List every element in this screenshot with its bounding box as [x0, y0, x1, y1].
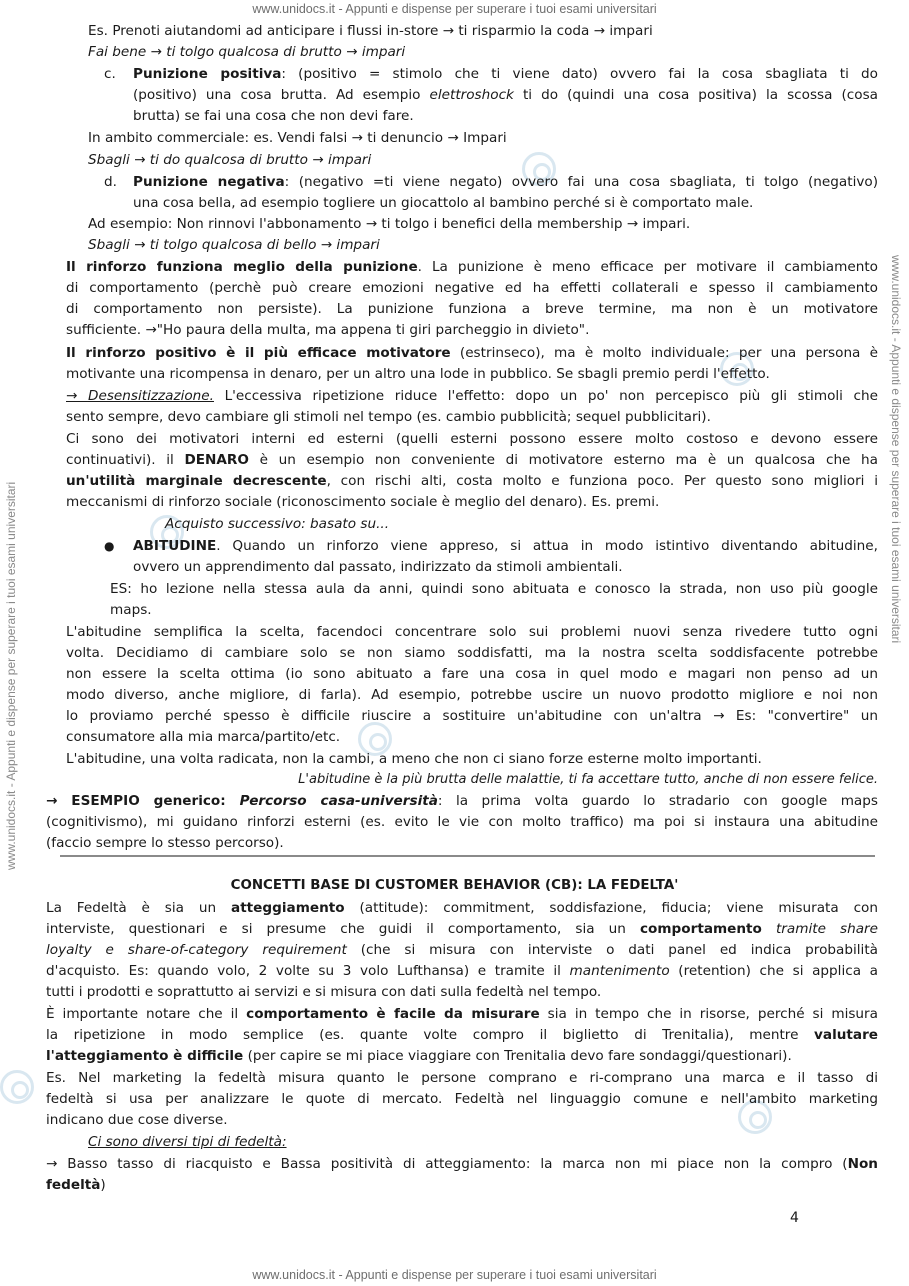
text-line: tutti i prodotti e soprattutto ai servizi e si misura con dati sulla fedeltà nel tempo. [46, 984, 602, 1000]
text-line: Ad esempio: Non rinnovi l'abbonamento → ti tolgo i benefici della membership → impari. [88, 216, 691, 232]
footer-watermark: www.unidocs.it - Appunti e dispense per superare i tuoi esami universitari [252, 1268, 657, 1282]
text-line: la ripetizione in modo semplice (es. quante volte compro il biglietto di Trenitalia), mentre valutare [46, 1027, 878, 1043]
text-line: In ambito commerciale: es. Vendi falsi → ti denuncio → Impari [88, 130, 507, 146]
list-label: d. [104, 174, 117, 190]
right-side-watermark: www.unidocs.it - Appunti e dispense per superare i tuoi esami universitari [889, 255, 903, 644]
header-watermark: www.unidocs.it - Appunti e dispense per superare i tuoi esami universitari [252, 2, 657, 16]
text-line: → Desensitizzazione. L'eccessiva ripetizione riduce l'effetto: dopo un po' non percepisco più gli stimoli che [66, 388, 878, 404]
text-line: volta. Decidiamo di cambiare solo se non siamo soddisfatti, ma la nostra scelta soddisfacente potrebbe [66, 645, 878, 661]
text-line: → Basso tasso di riacquisto e Bassa positività di atteggiamento: la marca non mi piace non la compro (Non [46, 1156, 878, 1172]
text-line: ovvero un apprendimento dal passato, indirizzato da stimoli ambientali. [133, 559, 623, 575]
text-line: Il rinforzo funziona meglio della punizione. La punizione è meno efficace per motivare il cambiamento [66, 259, 878, 275]
text-line: brutta) se fai una cosa che non devi fare. [133, 108, 414, 124]
text-line: Punizione positiva: (positivo = stimolo che ti viene dato) ovvero fai la cosa sbagliata ti do [133, 66, 878, 82]
text-line: di comportamento non persiste). La punizione funziona a breve termine, ma non è un motivatore [66, 301, 878, 317]
text-line: Punizione negativa: (negativo =ti viene negato) ovvero fai una cosa sbagliata, ti tolgo (negativo) [133, 174, 879, 190]
text-line: modo diverso, anche migliore, di farla). Ad esempio, potrebbe uscire un nuovo prodotto migliore e noi non [66, 687, 878, 703]
quote: L'abitudine è la più brutta delle malattie, ti fa accettare tutto, anche di non essere felice. [298, 772, 878, 787]
text-line: una cosa bella, ad esempio togliere un giocattolo al bambino perché si è comportato male. [133, 195, 754, 211]
text-line: l'atteggiamento è difficile (per capire se mi piace viaggiare con Trenitalia devo fare sondaggi/questionari). [46, 1048, 792, 1064]
text-line: sento sempre, devo cambiare gli stimoli nel tempo (es. cambio pubblicità; sequel pubblicitari). [66, 409, 711, 425]
term-desensitizzazione: Desensitizzazione. [87, 388, 214, 404]
term-abitudine: ABITUDINE [133, 538, 217, 554]
text-line: d'acquisto. Es: quando volo, 2 volte su 3 volo Lufthansa) e tramite il mantenimento (retention) che si applica a [46, 963, 878, 979]
text-line: non essere la scelta ottima (io sono abituato a fare una cosa in quel modo e magari non penso ad un [66, 666, 878, 682]
left-side-watermark: www.unidocs.it - Appunti e dispense per superare i tuoi esami universitari [4, 481, 18, 870]
text-line: interviste, questionari e si presume che guidi il comportamento, sia un comportamento tramite share [46, 921, 878, 937]
text-line: meccanismi di rinforzo sociale (riconoscimento sociale è meglio del denaro). Es. premi. [66, 494, 660, 510]
text-line: sufficiente. →"Ho paura della multa, ma appena ti giri parcheggio in divieto". [66, 322, 590, 338]
text-line: indicano due cose diverse. [46, 1112, 228, 1128]
text-line: (positivo) una cosa brutta. Ad esempio elettroshock ti do (quindi una cosa positiva) la scossa (cosa [133, 87, 878, 103]
text-line: motivante una ricompensa in denaro, per un altro una lode in pubblico. Se sbagli premio perdi l'effetto. [66, 366, 770, 382]
unidocs-logo-icon [0, 1070, 34, 1104]
bullet-icon: ● [104, 539, 115, 553]
text-line: La Fedeltà è sia un atteggiamento (attitude): commitment, soddisfazione, fiducia; viene misurata con [46, 900, 878, 916]
section-divider [60, 855, 875, 857]
term-punizione-negativa: Punizione negativa [133, 174, 285, 190]
text-line: (faccio sempre lo stesso percorso). [46, 835, 284, 851]
text-line: ES: ho lezione nella stessa aula da anni, quindi sono abituata e conosco la strada, non uso più google [110, 581, 878, 597]
text-line: un'utilità marginale decrescente, con rischi alti, costa molto e funziona poco. Per questo sono migliori i [66, 473, 878, 489]
text-line: Sbagli → ti do qualcosa di brutto → impari [88, 152, 372, 168]
text-line: Il rinforzo positivo è il più efficace motivatore (estrinseco), ma è molto individuale: per una persona è [66, 345, 878, 361]
text-line: fedeltà si usa per analizzare le quote di mercato. Fedeltà nel linguaggio comune e nell'ambito marketing [46, 1091, 878, 1107]
text-line: L'abitudine, una volta radicata, non la cambi, a meno che non ci siano forze esterne molto importanti. [66, 751, 762, 767]
text-line: fedeltà) [46, 1177, 106, 1193]
text-line: di comportamento (perchè può creare emozioni negative ed ha effetti collaterali e spesso il cambiamento [66, 280, 878, 296]
page-number: 4 [790, 1210, 799, 1226]
text-line: Sbagli → ti tolgo qualcosa di bello → impari [88, 237, 380, 253]
text-line: L'abitudine semplifica la scelta, facendoci concentrare solo sui problemi nuovi senza rivedere tutto ogni [66, 624, 878, 640]
subheading: Ci sono diversi tipi di fedeltà: [88, 1134, 287, 1150]
text-line: → ESEMPIO generico: Percorso casa-università: la prima volta guardo lo stradario con google maps [46, 793, 878, 809]
text-line: Fai bene → ti tolgo qualcosa di brutto → impari [88, 44, 406, 60]
text-line: lo proviamo perché spesso è difficile riuscire a sostituire un'abitudine con un'altra → Es: "convertire" un [66, 708, 878, 724]
text-line: loyalty e share-of-category requirement (che si misura con interviste o dati panel ed indica probabilità [46, 942, 878, 958]
term-punizione-positiva: Punizione positiva [133, 66, 282, 82]
list-label: c. [104, 66, 116, 82]
section-heading: CONCETTI BASE DI CUSTOMER BEHAVIOR (CB): LA FEDELTA' [230, 878, 679, 893]
text-line: maps. [110, 602, 152, 618]
text-line: Es. Prenoti aiutandomi ad anticipare i flussi in-store → ti risparmio la coda → impari [88, 23, 653, 39]
text-line: (cognitivismo), mi guidano rinforzi esterni (es. evito le vie con molto traffico) ma poi si instaura una abitudine [46, 814, 878, 830]
text-line: Acquisto successivo: basato su... [165, 516, 390, 532]
text-line: continuativi). il DENARO è un esempio non conveniente di motivatore esterno ma è un qualcosa che ha [66, 452, 879, 468]
text-line: Ci sono dei motivatori interni ed esterni (quelli esterni possono essere molto costoso e devono essere [66, 431, 878, 447]
text-line: Es. Nel marketing la fedeltà misura quanto le persone comprano e ri-comprano una marca e il tasso di [46, 1070, 878, 1086]
text-line: È importante notare che il comportamento è facile da misurare sia in tempo che in risorse, perché si misura [46, 1006, 878, 1022]
text-line: ABITUDINE. Quando un rinforzo viene appreso, si attua in modo istintivo diventando abitudine, [133, 538, 878, 554]
text-line: consumatore alla mia marca/partito/etc. [66, 729, 341, 745]
